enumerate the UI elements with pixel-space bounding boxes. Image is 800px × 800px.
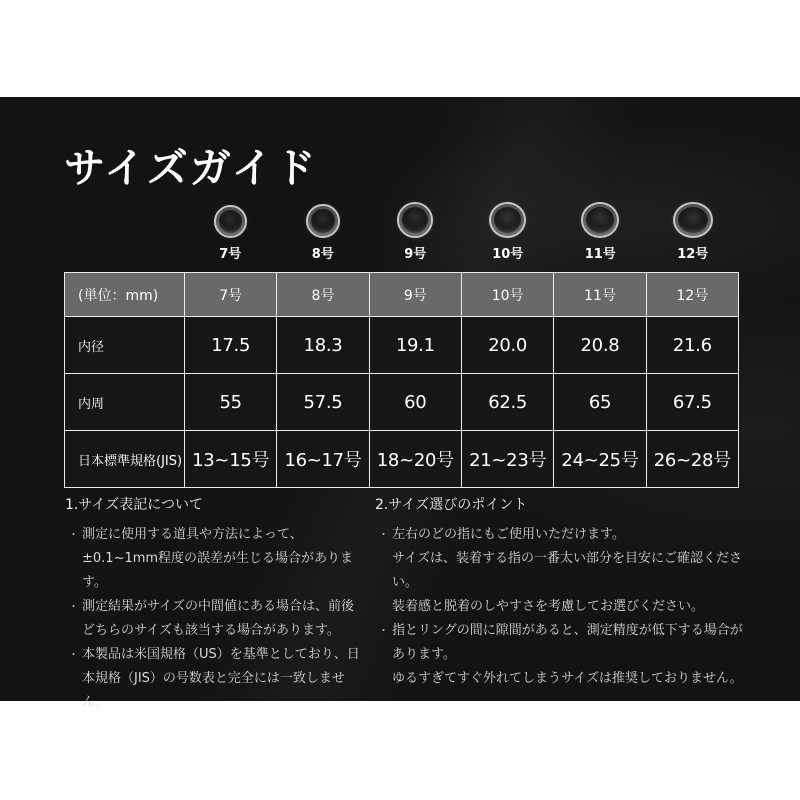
note-text: 測定結果がサイズの中間値にある場合は、前後どちらのサイズも該当する場合があります。: [82, 599, 354, 639]
page-title: サイズガイド: [64, 144, 318, 192]
ring-12-image: [673, 202, 713, 238]
note-item: [375, 619, 755, 691]
ring-cell: [462, 202, 555, 262]
table-cell: 65: [554, 374, 646, 431]
table-row-inner-circumference: [65, 374, 739, 431]
note-text: [392, 619, 755, 691]
ring-cell: [277, 202, 370, 262]
table-cell: 55: [185, 374, 277, 431]
ring-cell: [369, 202, 462, 262]
notes-heading-2: 2.サイズ選びのポイント: [375, 497, 528, 513]
column-header-7: 7号: [185, 273, 277, 317]
ring-8-image: [306, 204, 340, 238]
size-table: [64, 272, 739, 488]
ring-size-label: 7号: [219, 247, 242, 262]
note-line: 指とリングの間に隙間があると、測定精度が低下する場合があります。: [392, 623, 743, 663]
table-cell: 57.5: [277, 374, 369, 431]
table-cell: 21.6: [646, 317, 738, 374]
rings-row: [184, 202, 739, 262]
ring-cell: [647, 202, 740, 262]
note-line: 装着感と脱着のしやすさを考慮してお選びください。: [392, 599, 705, 615]
table-cell: 20.8: [554, 317, 646, 374]
size-guide-panel: [0, 97, 800, 711]
ring-10-image: [489, 202, 526, 238]
bullet-dot: ・: [68, 600, 79, 614]
ring-size-label: 9号: [404, 247, 427, 262]
ring-size-label: 8号: [311, 247, 334, 262]
note-line: 左右のどの指にもご使用いただけます。: [392, 526, 625, 542]
ring-cell: [184, 202, 277, 262]
ring-11-image: [581, 202, 619, 238]
table-cell: 17.5: [185, 317, 277, 374]
ring-9-image: [397, 202, 433, 238]
note-text: [392, 523, 755, 619]
bullet-dot: ・: [68, 648, 79, 662]
table-cell: 26~28号: [646, 431, 738, 488]
note-text: 測定に使用する道具や方法によって、±0.1~1mm程度の誤差が生じる場合があります。: [82, 526, 354, 590]
table-cell: 20.0: [461, 317, 553, 374]
table-cell: 18~20号: [369, 431, 461, 488]
notes-size-notation: [65, 493, 365, 715]
notes-size-selection: [375, 493, 755, 715]
table-cell: 19.1: [369, 317, 461, 374]
table-row-inner-diameter: [65, 317, 739, 374]
table-cell: 24~25号: [554, 431, 646, 488]
notes-area: [65, 493, 755, 715]
column-header-8: 8号: [277, 273, 369, 317]
note-item: [65, 523, 365, 595]
table-cell: 18.3: [277, 317, 369, 374]
row-label: 内周: [65, 374, 185, 431]
column-header-12: 12号: [646, 273, 738, 317]
note-item: [375, 523, 755, 619]
ring-size-label: 10号: [492, 247, 524, 262]
bullet-dot: ・: [68, 527, 79, 541]
table-cell: 13~15号: [185, 431, 277, 488]
note-line: サイズは、装着する指の一番太い部分を目安にご確認ください。: [392, 550, 742, 590]
note-item: [65, 643, 365, 715]
note-text: 本製品は米国規格（US）を基準としており、日本規格（JIS）の号数表と完全には一致しません。: [82, 647, 360, 711]
ring-7-image: [214, 205, 247, 238]
unit-header-cell: (単位：mm): [65, 273, 185, 317]
table-cell: 67.5: [646, 374, 738, 431]
notes-heading-1: 1.サイズ表記について: [65, 497, 203, 513]
table-cell: 16~17号: [277, 431, 369, 488]
row-label: 内径: [65, 317, 185, 374]
table-row-jis-standard: [65, 431, 739, 488]
ring-size-label: 11号: [584, 247, 616, 262]
table-cell: 62.5: [461, 374, 553, 431]
note-line: ゆるすぎてすぐ外れてしまうサイズは推奨しておりません。: [392, 671, 743, 687]
ring-size-label: 12号: [677, 247, 709, 262]
table-header-row: [65, 273, 739, 317]
column-header-9: 9号: [369, 273, 461, 317]
column-header-11: 11号: [554, 273, 646, 317]
row-label: 日本標準規格(JIS): [65, 431, 185, 488]
column-header-10: 10号: [461, 273, 553, 317]
bullet-dot: ・: [378, 527, 389, 541]
table-cell: 21~23号: [461, 431, 553, 488]
ring-cell: [554, 202, 647, 262]
bullet-dot: ・: [378, 624, 389, 638]
table-cell: 60: [369, 374, 461, 431]
note-item: [65, 595, 365, 643]
